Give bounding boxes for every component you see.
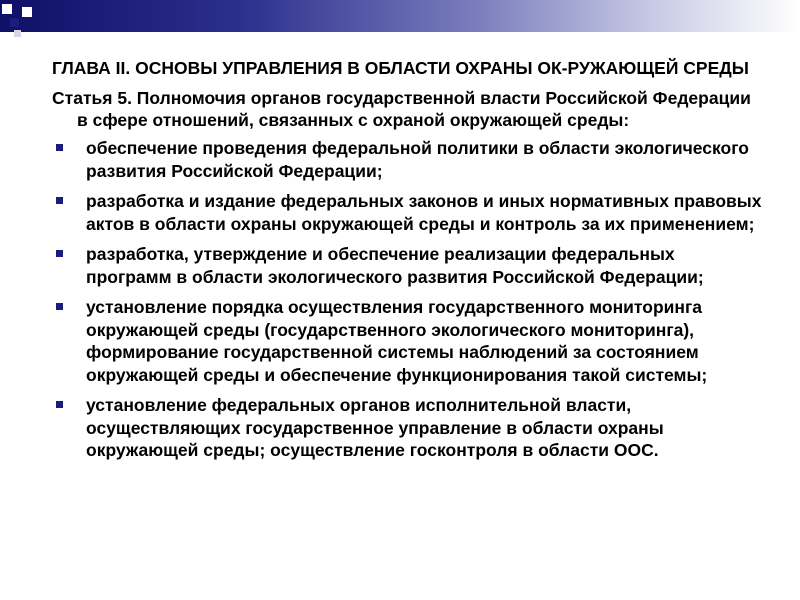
decor-square <box>2 4 12 14</box>
list-item <box>52 243 762 288</box>
decor-square <box>10 18 19 27</box>
header-gradient-band <box>0 0 800 32</box>
bullet-list <box>52 137 762 462</box>
article-title: Статья 5. Полномочия органов государственной власти Российской Федерации в сфере отношений, связанных с охраной окружающей среды: <box>52 88 751 130</box>
square-bullet-icon <box>56 250 63 257</box>
slide-content <box>52 53 762 462</box>
list-item <box>52 296 762 386</box>
list-item <box>52 394 762 462</box>
chapter-title: ГЛАВА II. ОСНОВЫ УПРАВЛЕНИЯ В ОБЛАСТИ ОХРАНЫ ОК-РУЖАЮЩЕЙ СРЕДЫ <box>52 58 749 78</box>
list-item-text: установление порядка осуществления государственного мониторинга окружающей среды (государственного экологического мониторинга), формирование государственной системы наблюдений за состоянием окружающей среды и обеспечение функционирования такой системы; <box>86 297 708 385</box>
list-item-text: обеспечение проведения федеральной политики в области экологического развития Российской Федерации; <box>86 138 749 181</box>
square-bullet-icon <box>56 303 63 310</box>
square-bullet-icon <box>56 144 63 151</box>
square-bullet-icon <box>56 401 63 408</box>
square-bullet-icon <box>56 197 63 204</box>
decor-square <box>22 7 32 17</box>
list-item <box>52 137 762 182</box>
list-item <box>52 190 762 235</box>
list-item-text: разработка и издание федеральных законов и иных нормативных правовых актов в области охраны окружающей среды и контроль за их применением; <box>86 191 762 234</box>
list-item-text: разработка, утверждение и обеспечение реализации федеральных программ в области экологического развития Российской Федерации; <box>86 244 704 287</box>
decor-square <box>14 30 21 37</box>
list-item-text: установление федеральных органов исполнительной власти, осуществляющих государственное управление в области охраны окружающей среды; осуществление госконтроля в области ООС. <box>86 395 664 460</box>
